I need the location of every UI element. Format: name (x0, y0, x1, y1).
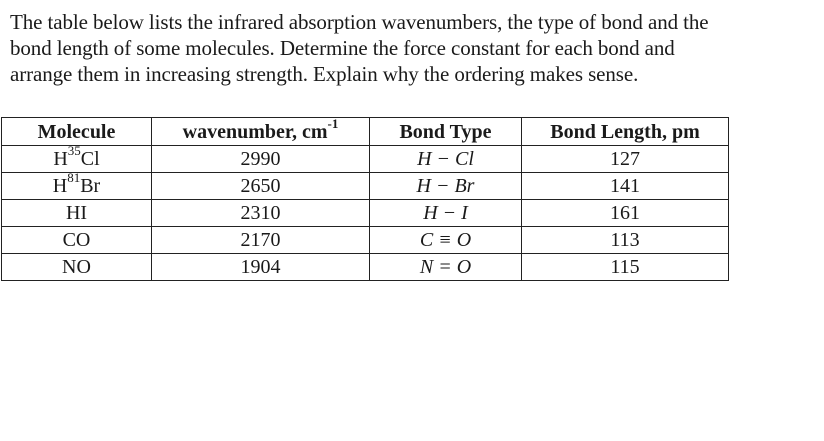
cell-wavenumber: 2310 (152, 200, 370, 227)
problem-statement (10, 9, 822, 87)
table-row (2, 146, 729, 173)
table-row (2, 254, 729, 281)
cell-bond-type: N = O (370, 254, 522, 281)
cell-molecule: $H^{35}Cl$ (2, 146, 152, 173)
cell-wavenumber: 2990 (152, 146, 370, 173)
problem-line-2: bond length of some molecules. Determine the force constant for each bond and (10, 36, 675, 60)
cell-molecule: HI (2, 200, 152, 227)
cell-bond-type: H − I (370, 200, 522, 227)
header-bond-type: Bond Type (370, 118, 522, 146)
cell-bond-length: 141 (522, 173, 729, 200)
header-molecule: Molecule (2, 118, 152, 146)
table-header-row (2, 118, 729, 146)
cell-wavenumber: 2650 (152, 173, 370, 200)
cell-bond-length: 161 (522, 200, 729, 227)
cell-molecule: NO (2, 254, 152, 281)
cell-bond-type: H − Cl (370, 146, 522, 173)
cell-bond-type: H − Br (370, 173, 522, 200)
table-row (2, 200, 729, 227)
cell-molecule: $H^{81}Br$ (2, 173, 152, 200)
cell-bond-type: C ≡ O (370, 227, 522, 254)
cell-wavenumber: 1904 (152, 254, 370, 281)
header-wavenumber: wavenumber, $cm^{-1}$ (152, 118, 370, 146)
table-row (2, 173, 729, 200)
cell-wavenumber: 2170 (152, 227, 370, 254)
problem-line-1: The table below lists the infrared absorption wavenumbers, the type of bond and the (10, 10, 709, 34)
table-row (2, 227, 729, 254)
cell-bond-length: 127 (522, 146, 729, 173)
problem-line-3: arrange them in increasing strength. Explain why the ordering makes sense. (10, 62, 639, 86)
molecule-table (1, 117, 729, 281)
cell-molecule: CO (2, 227, 152, 254)
cell-bond-length: 115 (522, 254, 729, 281)
header-bond-length: Bond Length, pm (522, 118, 729, 146)
cell-bond-length: 113 (522, 227, 729, 254)
